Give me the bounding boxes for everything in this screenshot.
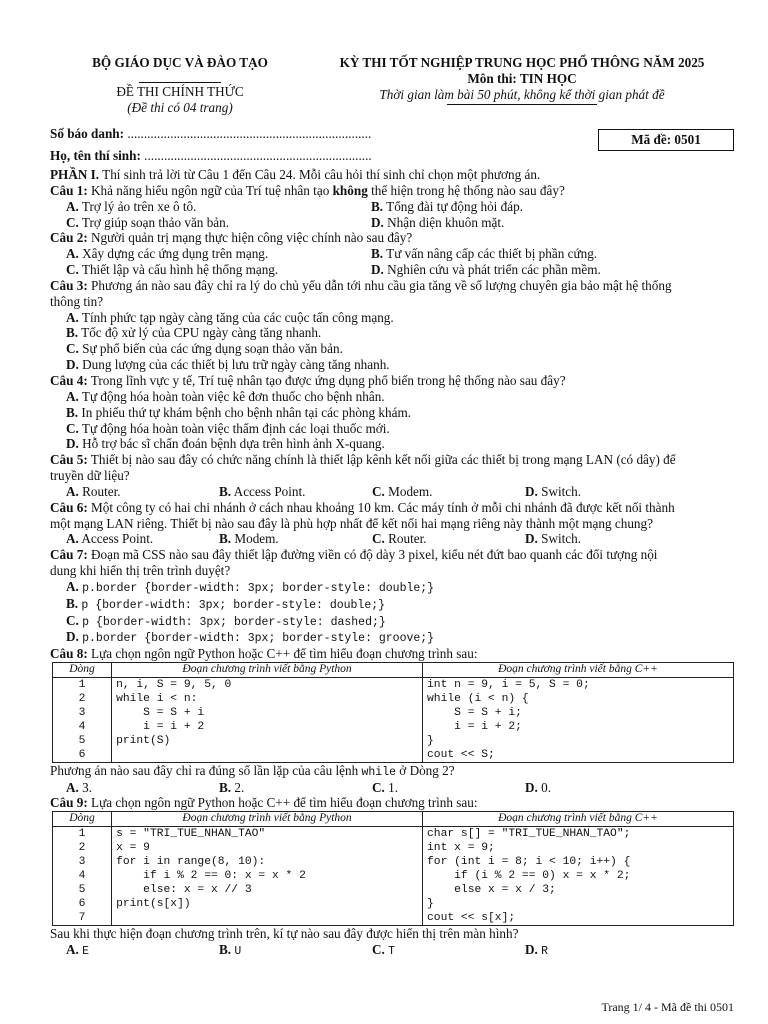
q1-label-c: C. xyxy=(66,214,79,230)
q3-option-a: Tính phức tạp ngày càng tăng của các cuộc tấn công mạng. xyxy=(81,309,394,325)
q8-label-a: A. xyxy=(66,779,79,795)
q2-label-c: C. xyxy=(66,262,79,278)
question-1 xyxy=(50,183,740,199)
q2-text: Người quản trị mạng thực hiện công việc chính nào sau đây? xyxy=(87,230,413,246)
q7-label-a: A. xyxy=(66,578,79,594)
q6-label-b: B. xyxy=(219,531,232,547)
q7-label-c: C. xyxy=(66,612,79,628)
q9-option-c: T xyxy=(388,944,396,958)
q8-ask xyxy=(50,763,740,780)
candidate-name-line xyxy=(50,148,372,164)
q5-option-a: Router. xyxy=(82,483,121,499)
q7-option-d-row xyxy=(66,629,740,646)
q9-options xyxy=(66,942,740,959)
q8-ask-pre: Phương án nào sau đây chỉ ra đúng số lần lặp của câu lệnh xyxy=(50,762,362,778)
q9-option-d: R xyxy=(541,944,549,958)
q9-label-b: B. xyxy=(219,941,232,957)
q2-option-b: Tư vấn nâng cấp các thiết bị phần cứng. xyxy=(386,246,598,262)
q3-label-b: B. xyxy=(66,325,79,341)
q3-option-b: Tốc độ xử lý của CPU ngày càng tăng nhanh. xyxy=(81,325,322,341)
sbd-dots: .......................................................................... xyxy=(127,126,372,141)
q9-python-code: s = "TRI_TUE_NHAN_TAO" x = 9 for i in range(8, 10): if i % 2 == 0: x = x * 2 else: x = x // 3 print(s[x]) xyxy=(116,828,306,911)
ministry-underline xyxy=(139,82,221,83)
q2-option-d: Nghiên cứu và phát triển các phần mềm. xyxy=(387,262,601,278)
q9-line-numbers: 1 2 3 4 5 6 7 xyxy=(78,828,86,925)
q6-option-d: Switch. xyxy=(541,531,582,547)
q9-text: Lựa chọn ngôn ngữ Python hoặc C++ để tìm hiểu đoạn chương trình sau: xyxy=(87,795,478,811)
time-note: Thời gian làm bài 50 phút, không kể thời gian phát đề xyxy=(379,86,665,102)
header-right xyxy=(312,55,732,105)
q5-option-d: Switch. xyxy=(541,483,582,499)
q3-option-a-row xyxy=(66,310,740,326)
q3-label-c: C. xyxy=(66,341,79,357)
q8-num: Câu 8: xyxy=(50,646,88,662)
q1-option-d: Nhận diện khuôn mặt. xyxy=(387,214,505,230)
q6-num: Câu 6: xyxy=(50,499,88,515)
q1-bold: không xyxy=(332,182,368,198)
q9-cpp-code: char s[] = "TRI_TUE_NHAN_TAO"; int x = 9; for (int i = 8; i < 10; i++) { if (i % 2 == 0) x = x * 2; else x = x / 3; } cout << s[x]; xyxy=(427,828,631,925)
q3-option-c-row xyxy=(66,341,740,357)
q9-table-body xyxy=(53,827,734,926)
q9-col-line: Dòng xyxy=(53,812,112,827)
q6-option-a: Access Point. xyxy=(81,531,154,547)
q8-label-d: D. xyxy=(525,779,538,795)
q8-col-cpp: Đoạn chương trình viết bằng C++ xyxy=(423,662,734,677)
exam-title: KỲ THI TỐT NGHIỆP TRUNG HỌC PHỔ THÔNG NĂM 2025 xyxy=(339,55,705,70)
q5-option-b: Access Point. xyxy=(233,483,306,499)
q4-option-b: In phiếu thứ tự khám bệnh cho bệnh nhân tại các phòng khám. xyxy=(81,404,412,420)
q6-text1: Một công ty có hai chi nhánh ở cách nhau khoảng 10 km. Các máy tính ở mỗi chi nhánh đã được kết nối thành xyxy=(87,499,675,515)
q7-text2: dung khi hiển thị trên trình duyệt? xyxy=(50,563,231,579)
q5-text1: Thiết bị nào sau đây có chức năng chính là thiết lập kênh kết nối giữa các thiết bị trong mạng LAN (có dây) để xyxy=(87,452,676,468)
q7-label-d: D. xyxy=(66,629,79,645)
q4-option-b-row xyxy=(66,405,740,421)
ministry-name: BỘ GIÁO DỤC VÀ ĐÀO TẠO xyxy=(92,55,268,70)
question-3 xyxy=(50,278,740,294)
name-dots: ..................................................................... xyxy=(144,148,372,163)
q4-label-c: C. xyxy=(66,420,79,436)
q9-label-c: C. xyxy=(372,941,385,957)
q4-option-c: Tự động hóa hoàn toàn việc thẩm định các loại thuốc mới. xyxy=(81,420,390,436)
q6-label-a: A. xyxy=(66,531,79,547)
q6-options xyxy=(66,531,740,547)
q4-label-a: A. xyxy=(66,388,79,404)
q1-option-c: Trợ giúp soạn thảo văn bản. xyxy=(81,214,230,230)
q9-code-table xyxy=(52,811,734,926)
q5-label-d: D. xyxy=(525,483,538,499)
q8-cpp-code: int n = 9, i = 5, S = 0; while (i < n) { S = S + i; i = i + 2; } cout << S; xyxy=(427,678,590,761)
q4-num: Câu 4: xyxy=(50,372,88,388)
q3-text1: Phương án nào sau đây chỉ ra lý do chủ yếu dẫn tới nhu cầu gia tăng về số lượng chuyên gia bảo mật hệ thống xyxy=(87,277,672,293)
q6-option-b: Modem. xyxy=(234,531,279,547)
q9-col-python: Đoạn chương trình viết bằng Python xyxy=(112,812,423,827)
sbd-label: Số báo danh: xyxy=(50,126,128,141)
q8-label-c: C. xyxy=(372,779,385,795)
q3-text2: thông tin? xyxy=(50,293,104,309)
q8-text: Lựa chọn ngôn ngữ Python hoặc C++ để tìm hiểu đoạn chương trình sau: xyxy=(87,646,478,662)
q7-option-b: p {border-width: 3px; border-style: double;} xyxy=(81,598,386,612)
question-2 xyxy=(50,230,740,246)
q3-num: Câu 3: xyxy=(50,277,88,293)
name-label: Họ, tên thí sinh: xyxy=(50,148,145,163)
q7-option-c: p {border-width: 3px; border-style: dashed;} xyxy=(82,615,386,629)
question-9 xyxy=(50,795,740,811)
q8-table-header xyxy=(53,662,734,677)
q9-table-header xyxy=(53,812,734,827)
exam-code-box: Mã đề: 0501 xyxy=(598,129,734,151)
subject-title: Môn thi: TIN HỌC xyxy=(467,70,577,86)
q2-options-cd xyxy=(50,262,740,278)
q8-table-body xyxy=(53,677,734,762)
question-4 xyxy=(50,373,740,389)
q6-label-d: D. xyxy=(525,531,538,547)
q1-option-b: Tổng đài tự động hỏi đáp. xyxy=(386,198,523,214)
q8-line-numbers: 1 2 3 4 5 6 xyxy=(78,678,86,761)
q1-label-a: A. xyxy=(66,198,79,214)
q7-option-a-row xyxy=(66,579,740,596)
q9-num: Câu 9: xyxy=(50,795,88,811)
q8-col-line: Dòng xyxy=(53,662,112,677)
q9-ask: Sau khi thực hiện đoạn chương trình trên, kí tự nào sau đây được hiển thị trên màn hình? xyxy=(50,926,519,942)
q5-num: Câu 5: xyxy=(50,452,88,468)
q8-option-a: 3. xyxy=(82,779,93,795)
q1-post: thể hiện trong hệ thống nào sau đây? xyxy=(367,182,565,198)
q1-options-ab xyxy=(50,199,740,215)
part1-instruction xyxy=(50,167,740,183)
part1-text: Thí sinh trả lời từ Câu 1 đến Câu 24. Mỗi câu hỏi thí sinh chỉ chọn một phương án. xyxy=(99,167,541,182)
q6-option-c: Router. xyxy=(388,531,427,547)
q1-options-cd xyxy=(50,215,740,231)
official-label: ĐỀ THI CHÍNH THỨC xyxy=(116,83,244,99)
q2-label-b: B. xyxy=(371,246,384,262)
header-left xyxy=(56,55,304,115)
q8-col-python: Đoạn chương trình viết bằng Python xyxy=(112,662,423,677)
q2-num: Câu 2: xyxy=(50,230,88,246)
q8-options xyxy=(66,780,740,796)
q5-options xyxy=(66,484,740,500)
q3-label-a: A. xyxy=(66,309,79,325)
q1-label-b: B. xyxy=(371,198,384,214)
q4-label-b: B. xyxy=(66,404,79,420)
question-6 xyxy=(50,500,740,516)
q2-option-a: Xây dựng các ứng dụng trên mạng. xyxy=(82,246,269,262)
q9-option-a: E xyxy=(82,944,90,958)
q7-option-d: p.border {border-width: 3px; border-style: groove;} xyxy=(82,632,435,646)
q7-option-a: p.border {border-width: 3px; border-style: double;} xyxy=(82,581,435,595)
q9-label-a: A. xyxy=(66,941,79,957)
candidate-id-line xyxy=(50,126,371,142)
q2-option-c: Thiết lập và cấu hình hệ thống mạng. xyxy=(81,262,279,278)
q4-text: Trong lĩnh vực y tế, Trí tuệ nhân tạo được ứng dụng phổ biến trong hệ thống nào sau đây? xyxy=(87,372,566,388)
q8-code-table xyxy=(52,662,734,763)
q5-text2: truyền dữ liệu? xyxy=(50,468,130,484)
q3-option-b-row xyxy=(66,325,740,341)
q6-label-c: C. xyxy=(372,531,385,547)
q5-label-b: B. xyxy=(219,483,232,499)
q8-ask-post: ở Dòng 2? xyxy=(396,762,455,778)
q4-option-a: Tự động hóa hoàn toàn việc kê đơn thuốc cho bệnh nhân. xyxy=(81,388,385,404)
exam-content xyxy=(50,167,740,959)
q4-option-d-row xyxy=(66,436,740,452)
q7-label-b: B. xyxy=(66,595,79,611)
question-8 xyxy=(50,646,740,662)
q2-label-d: D. xyxy=(371,262,384,278)
part1-label: PHẦN I. xyxy=(50,167,100,182)
q7-option-b-row xyxy=(66,596,740,613)
q6-text2: một mạng LAN riêng. Thiết bị nào sau đây là phù hợp nhất để kết nối hai mạng riêng này thành một mạng chung? xyxy=(50,515,653,531)
q5-label-a: A. xyxy=(66,483,79,499)
q1-pre: Khả năng hiểu ngôn ngữ của Trí tuệ nhân tạo xyxy=(87,182,333,198)
q7-text1: Đoạn mã CSS nào sau đây thiết lập đường viền có độ dày 3 pixel, kiểu nét đứt bao quanh các đối tượng nội xyxy=(87,547,658,563)
q7-num: Câu 7: xyxy=(50,547,88,563)
q9-label-d: D. xyxy=(525,941,538,957)
q8-option-c: 1. xyxy=(388,779,399,795)
page-footer: Trang 1/ 4 - Mã đề thi 0501 xyxy=(601,1000,734,1014)
q8-option-d: 0. xyxy=(541,779,552,795)
q1-num: Câu 1: xyxy=(50,182,88,198)
q1-label-d: D. xyxy=(371,214,384,230)
q2-label-a: A. xyxy=(66,246,79,262)
q8-label-b: B. xyxy=(219,779,232,795)
q5-label-c: C. xyxy=(372,483,385,499)
q4-option-a-row xyxy=(66,389,740,405)
pages-note: (Đề thi có 04 trang) xyxy=(127,99,233,115)
q8-ask-code: while xyxy=(361,765,396,779)
q4-label-d: D. xyxy=(66,436,79,452)
q1-option-a: Trợ lý ảo trên xe ô tô. xyxy=(81,198,197,214)
q5-option-c: Modem. xyxy=(388,483,433,499)
q4-option-c-row xyxy=(66,421,740,437)
q4-option-d: Hỗ trợ bác sĩ chẩn đoán bệnh dựa trên hình ảnh X-quang. xyxy=(82,436,385,452)
q7-option-c-row xyxy=(66,613,740,630)
q9-option-b: U xyxy=(234,944,242,958)
q8-option-b: 2. xyxy=(234,779,245,795)
time-underline xyxy=(447,104,597,105)
q2-options-ab xyxy=(50,246,740,262)
q3-option-d-row xyxy=(66,357,740,373)
question-7 xyxy=(50,547,740,563)
question-5 xyxy=(50,452,740,468)
q3-option-d: Dung lượng của các thiết bị lưu trữ ngày càng tăng nhanh. xyxy=(82,357,390,373)
q8-python-code: n, i, S = 9, 5, 0 while i < n: S = S + i i = i + 2 print(S) xyxy=(116,678,232,747)
q9-col-cpp: Đoạn chương trình viết bằng C++ xyxy=(423,812,734,827)
q3-label-d: D. xyxy=(66,357,79,373)
q3-option-c: Sự phổ biến của các ứng dụng soạn thảo văn bản. xyxy=(82,341,343,357)
